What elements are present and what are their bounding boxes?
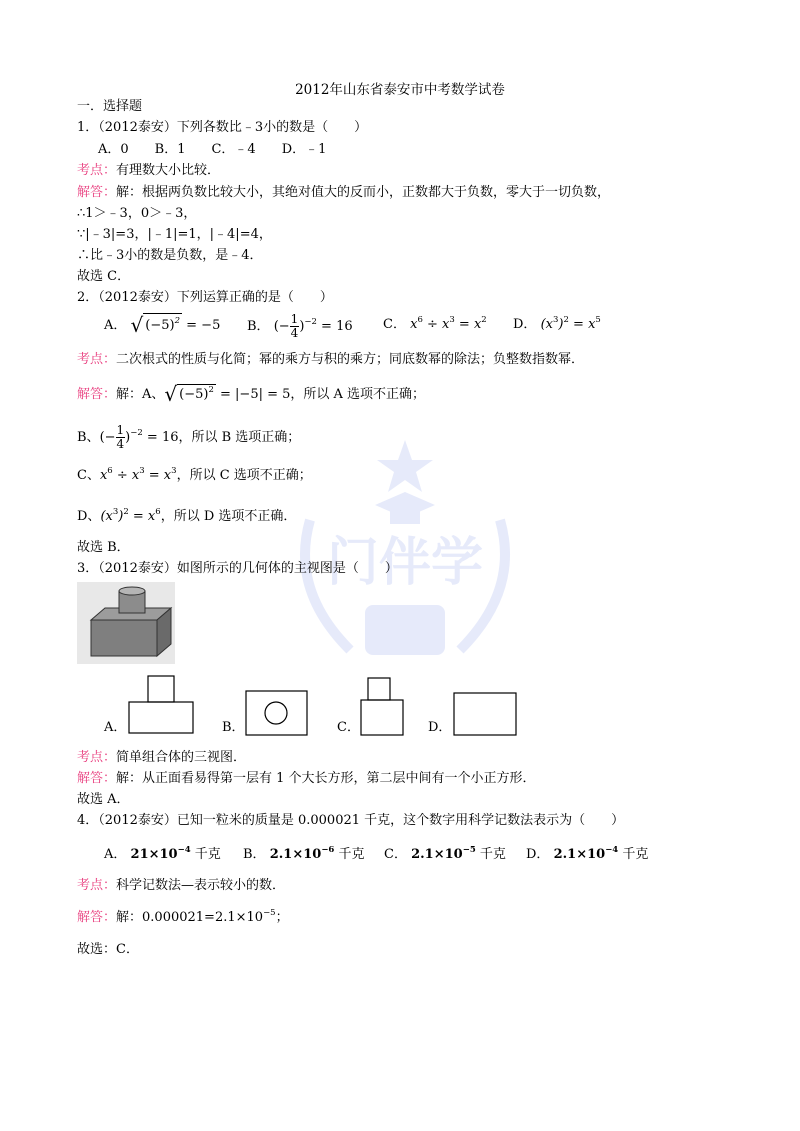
q3-solid-figure — [77, 582, 175, 664]
q1-stem: 1．（2012泰安）下列各数比﹣3小的数是（ ） — [77, 120, 368, 135]
q2-jieda-a: 解答：解：A、√ $(-5)^2 = |-5| = 5$，所以 A 选项不正确； — [77, 382, 426, 406]
jieda-label: 解答： — [77, 771, 117, 786]
q3-kaodian — [77, 748, 246, 768]
watermark-text: 门伴学 — [326, 533, 484, 593]
q4-option-a: A． $21\times 10^{-4}$ 千克 — [104, 845, 221, 862]
q1-step3: ∴比﹣3小的数是负数，是﹣4． — [77, 248, 263, 263]
q4-option-c: C． $2.1\times 10^{-5}$ 千克 — [384, 845, 506, 862]
q3-option-c-figure — [360, 677, 406, 737]
q1-answer: 故选 C． — [77, 269, 131, 284]
kaodian-label: 考点： — [77, 352, 117, 367]
kaodian-label: 考点： — [77, 163, 117, 178]
jieda-label: 解答： — [77, 387, 117, 402]
q3-option-d-figure — [453, 692, 517, 736]
q2-stem: 2．（2012泰安）下列运算正确的是（ ） — [77, 290, 333, 305]
q1-jieda-text: 解：根据两负数比较大小，其绝对值大的反而小，正数都大于负数，零大于一切负数， — [116, 185, 611, 200]
q4-stem: 4．（2012泰安）已知一粒米的质量是 0.000021 千克，这个数字用科学记数法表示为（ ） — [77, 813, 625, 828]
q1-step2: ∵|﹣3|=3，|﹣1|=1，|﹣4|=4， — [77, 227, 272, 242]
q3-option-c-label: C． — [337, 720, 360, 735]
kaodian-label: 考点： — [77, 878, 117, 893]
q2-jieda-b: B、(− $\frac{1}{4}$ )$^{-2}$ = 16，所以 B 选项正确； — [77, 423, 301, 451]
q2-option-c: C． $x^6 \div x^3 = x^2$ — [383, 315, 487, 332]
page-title: 2012年山东省泰安市中考数学试卷 — [295, 82, 505, 98]
section-heading: 一．选择题 — [77, 99, 143, 114]
q3-stem: 3．（2012泰安）如图所示的几何体的主视图是（ ） — [77, 561, 398, 576]
q1-jieda — [77, 183, 610, 203]
q3-option-b-figure — [245, 690, 308, 736]
q3-option-d-label: D． — [428, 720, 452, 735]
jieda-label: 解答： — [77, 185, 117, 200]
q4-kaodian — [77, 876, 285, 896]
q2-kaodian — [77, 350, 584, 370]
q3-option-a-figure — [128, 675, 194, 735]
q3-answer: 故选 A． — [77, 792, 130, 807]
q3-jieda-text: 解：从正面看易得第一层有 1 个大长方形，第二层中间有一个小正方形． — [116, 771, 536, 786]
q1-options: A．0 B．1 C．﹣4 D．﹣1 — [98, 142, 327, 157]
q2-option-a: A． √ $(-5)^2 = -5$ — [104, 313, 221, 337]
q2-kaodian-text: 二次根式的性质与化简；幂的乘方与积的乘方；同底数幂的除法；负整数指数幂． — [116, 352, 585, 367]
q4-answer: 故选：C． — [77, 942, 139, 957]
q1-step1: ∴1＞﹣3，0＞﹣3， — [77, 206, 197, 221]
q3-kaodian-text: 简单组合体的三视图． — [116, 750, 247, 765]
q3-option-a-label: A． — [104, 720, 127, 735]
q2-option-b: B． (− $\frac{1}{4}$ )$^{-2}$ = 16 — [247, 312, 353, 340]
q4-jieda: 解答：解：$0.000021=2.1\times 10^{-5}$； — [77, 908, 289, 925]
q1-kaodian — [77, 161, 220, 181]
jieda-label: 解答： — [77, 910, 117, 925]
q2-answer: 故选 B． — [77, 540, 130, 555]
q2-jieda-d: D、$(x^3)^2 = x^6$，所以 D 选项不正确． — [77, 507, 297, 524]
q2-option-d: D． $(x^3)^2 = x^5$ — [513, 315, 601, 332]
q3-option-b-label: B． — [222, 720, 245, 735]
q4-option-b: B． $2.1\times 10^{-6}$ 千克 — [243, 845, 365, 862]
kaodian-label: 考点： — [77, 750, 117, 765]
q4-kaodian-text: 科学记数法—表示较小的数． — [116, 878, 286, 893]
q4-option-d: D． $2.1\times 10^{-4}$ 千克 — [526, 845, 649, 862]
q2-jieda-c: C、$x^6 \div x^3 = x^3$，所以 C 选项不正确； — [77, 466, 312, 483]
q1-kaodian-text: 有理数大小比较． — [116, 163, 221, 178]
q3-jieda — [77, 769, 536, 789]
